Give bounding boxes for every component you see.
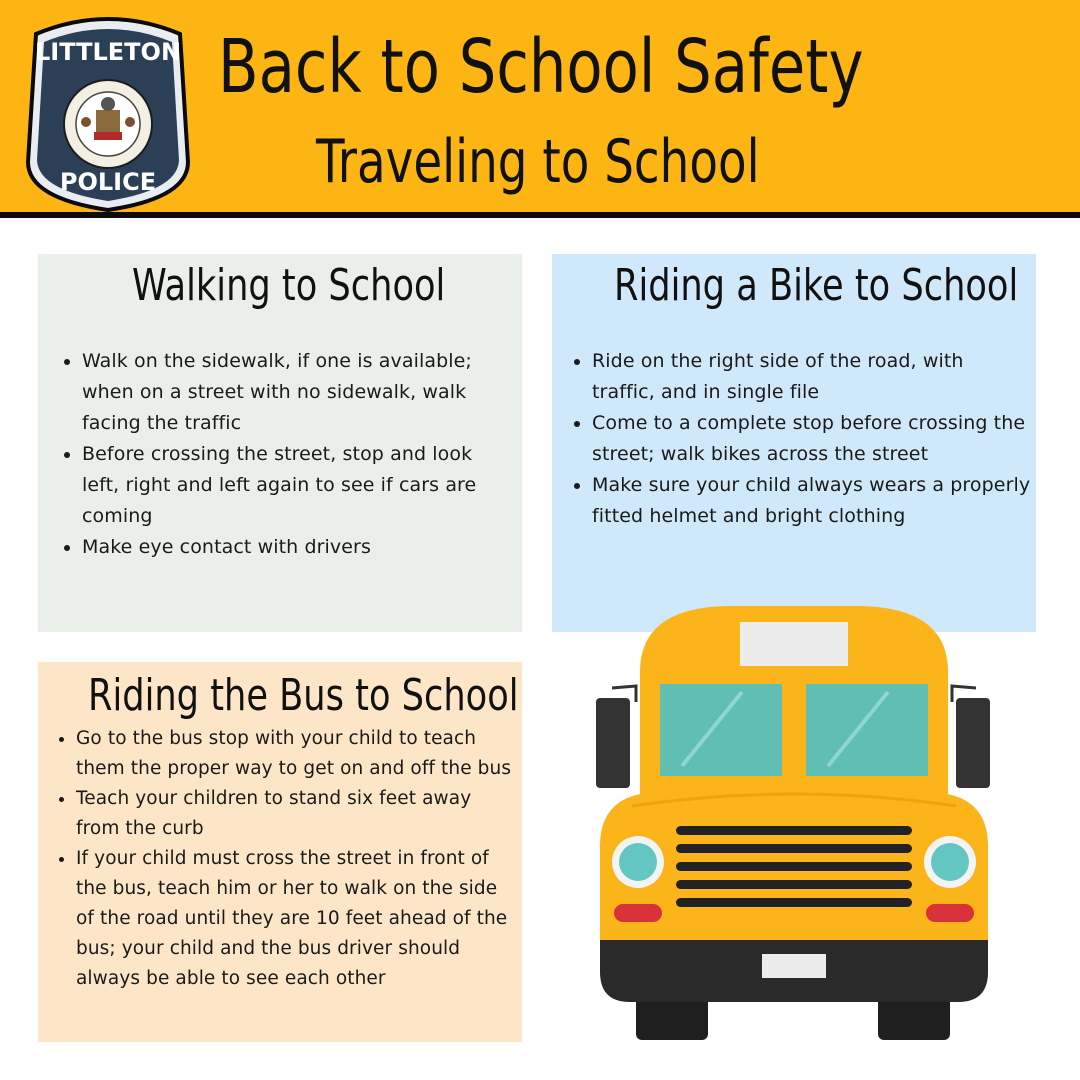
walking-list <box>82 346 512 563</box>
list-item: • Teach your children to stand six feet away from the curb <box>76 784 516 844</box>
svg-text:POLICE: POLICE <box>59 168 157 196</box>
bus-heading: Riding the Bus to School <box>88 670 519 721</box>
svg-text:LITTLETON: LITTLETON <box>34 38 182 66</box>
school-bus-icon <box>592 606 996 1046</box>
biking-heading: Riding a Bike to School <box>614 260 1019 311</box>
list-item: • Come to a complete stop before crossing the street; walk bikes across the street <box>592 408 1032 470</box>
page-subtitle: Traveling to School <box>316 127 760 197</box>
bus-section <box>38 662 522 1042</box>
list-item: • Ride on the right side of the road, with traffic, and in single file <box>592 346 1032 408</box>
walking-section <box>38 254 522 632</box>
biking-list <box>592 346 1032 532</box>
police-badge-icon <box>22 12 194 212</box>
list-item: • Before crossing the street, stop and look left, right and left again to see if cars are coming <box>82 439 512 532</box>
list-item: • Go to the bus stop with your child to teach them the proper way to get on and off the bus <box>76 724 516 784</box>
list-item: • Make eye contact with drivers <box>82 532 512 563</box>
list-item: • Walk on the sidewalk, if one is available; when on a street with no sidewalk, walk facing the traffic <box>82 346 512 439</box>
bus-list <box>76 724 516 994</box>
header-banner <box>0 0 1080 218</box>
page-title: Back to School Safety <box>218 24 864 110</box>
list-item: • Make sure your child always wears a properly fitted helmet and bright clothing <box>592 470 1032 532</box>
walking-heading: Walking to School <box>132 260 446 311</box>
biking-section <box>552 254 1036 632</box>
list-item: • If your child must cross the street in front of the bus, teach him or her to walk on the side of the road until they are 10 feet ahead of the bus; your child and the bus driver should always be able to see each other <box>76 844 516 994</box>
